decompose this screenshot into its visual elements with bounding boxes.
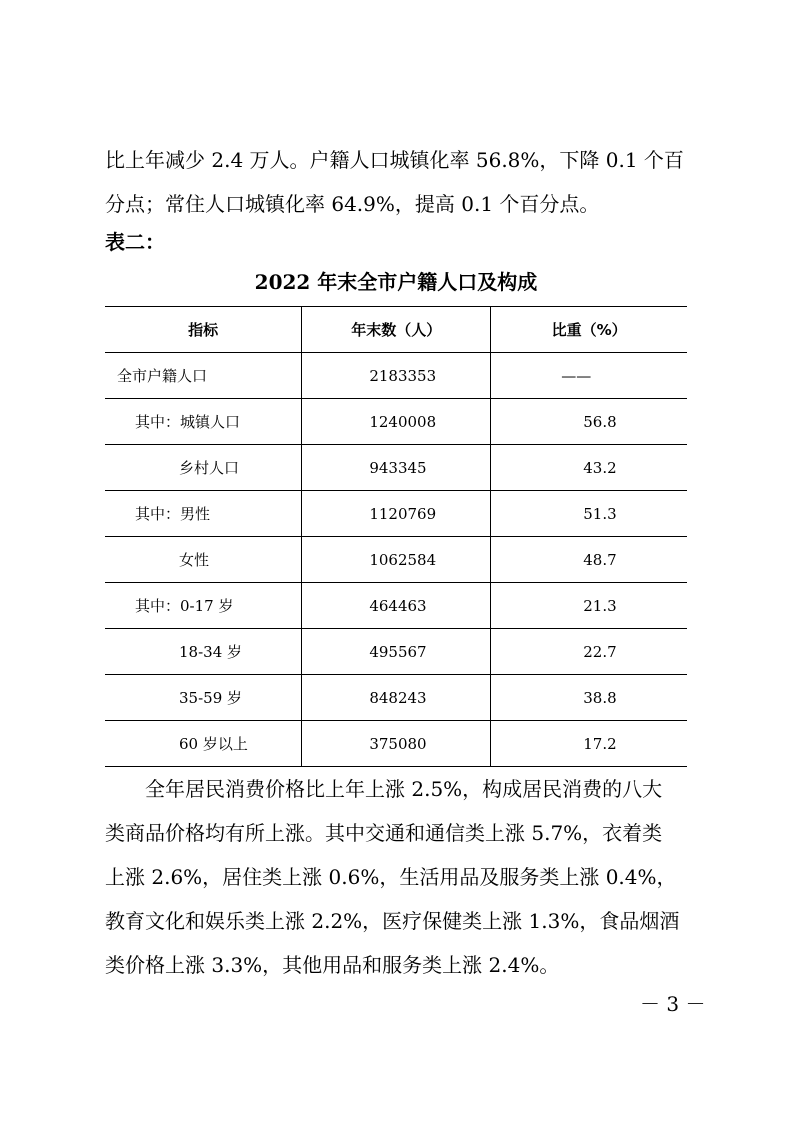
paragraph-line: 类商品价格均有所上涨。其中交通和通信类上涨 5.7%，衣着类 bbox=[105, 821, 663, 845]
table-row bbox=[105, 353, 687, 399]
row-share: 43.2 bbox=[491, 445, 687, 491]
row-count: 464463 bbox=[302, 583, 491, 629]
table-row bbox=[105, 675, 687, 721]
row-share: 17.2 bbox=[491, 721, 687, 767]
intro-paragraph bbox=[105, 138, 695, 226]
row-count: 943345 bbox=[302, 445, 491, 491]
table-row bbox=[105, 721, 687, 767]
population-table bbox=[105, 306, 687, 767]
paragraph-line: 类价格上涨 3.3%，其他用品和服务类上涨 2.4%。 bbox=[105, 953, 560, 977]
header-indicator: 指标 bbox=[188, 321, 219, 339]
table-row bbox=[105, 399, 687, 445]
row-indicator: 乡村人口 bbox=[179, 459, 240, 477]
row-count: 375080 bbox=[302, 721, 491, 767]
paragraph-line: 分点；常住人口城镇化率 64.9%，提高 0.1 个百分点。 bbox=[105, 192, 600, 216]
row-share: —— bbox=[491, 353, 687, 399]
header-count: 年末数（人） bbox=[302, 307, 491, 353]
page-number: － 3 － bbox=[640, 992, 706, 1016]
table-row bbox=[105, 537, 687, 583]
row-count: 495567 bbox=[302, 629, 491, 675]
row-indicator: 女性 bbox=[179, 551, 210, 569]
row-count: 1062584 bbox=[302, 537, 491, 583]
paragraph-line: 教育文化和娱乐类上涨 2.2%，医疗保健类上涨 1.3%，食品烟酒 bbox=[105, 909, 680, 933]
table-row bbox=[105, 445, 687, 491]
table-row bbox=[105, 491, 687, 537]
table-row bbox=[105, 583, 687, 629]
row-indicator: 35-59 岁 bbox=[179, 689, 243, 707]
row-count: 848243 bbox=[302, 675, 491, 721]
row-share: 48.7 bbox=[491, 537, 687, 583]
row-share: 51.3 bbox=[491, 491, 687, 537]
row-indicator: 全市户籍人口 bbox=[117, 367, 208, 385]
row-share: 22.7 bbox=[491, 629, 687, 675]
row-indicator: 其中：城镇人口 bbox=[135, 413, 241, 431]
row-count: 1120769 bbox=[302, 491, 491, 537]
row-count: 2183353 bbox=[302, 353, 491, 399]
table-label: 表二： bbox=[105, 230, 165, 254]
row-count: 1240008 bbox=[302, 399, 491, 445]
paragraph-line: 全年居民消费价格比上年上涨 2.5%，构成居民消费的八大 bbox=[145, 777, 663, 801]
cpi-paragraph bbox=[105, 767, 697, 987]
row-indicator: 其中：0-17 岁 bbox=[135, 597, 234, 615]
row-share: 21.3 bbox=[491, 583, 687, 629]
row-indicator: 60 岁以上 bbox=[179, 735, 248, 753]
header-share: 比重（%） bbox=[491, 307, 687, 353]
row-share: 38.8 bbox=[491, 675, 687, 721]
table-header-row bbox=[105, 307, 687, 353]
row-share: 56.8 bbox=[491, 399, 687, 445]
table-title: 2022 年末全市户籍人口及构成 bbox=[254, 270, 538, 294]
paragraph-line: 比上年减少 2.4 万人。户籍人口城镇化率 56.8%，下降 0.1 个百 bbox=[105, 148, 684, 172]
paragraph-line: 上涨 2.6%，居住类上涨 0.6%，生活用品及服务类上涨 0.4%， bbox=[105, 865, 677, 889]
row-indicator: 18-34 岁 bbox=[179, 643, 243, 661]
table-row bbox=[105, 629, 687, 675]
row-indicator: 其中：男性 bbox=[135, 505, 211, 523]
